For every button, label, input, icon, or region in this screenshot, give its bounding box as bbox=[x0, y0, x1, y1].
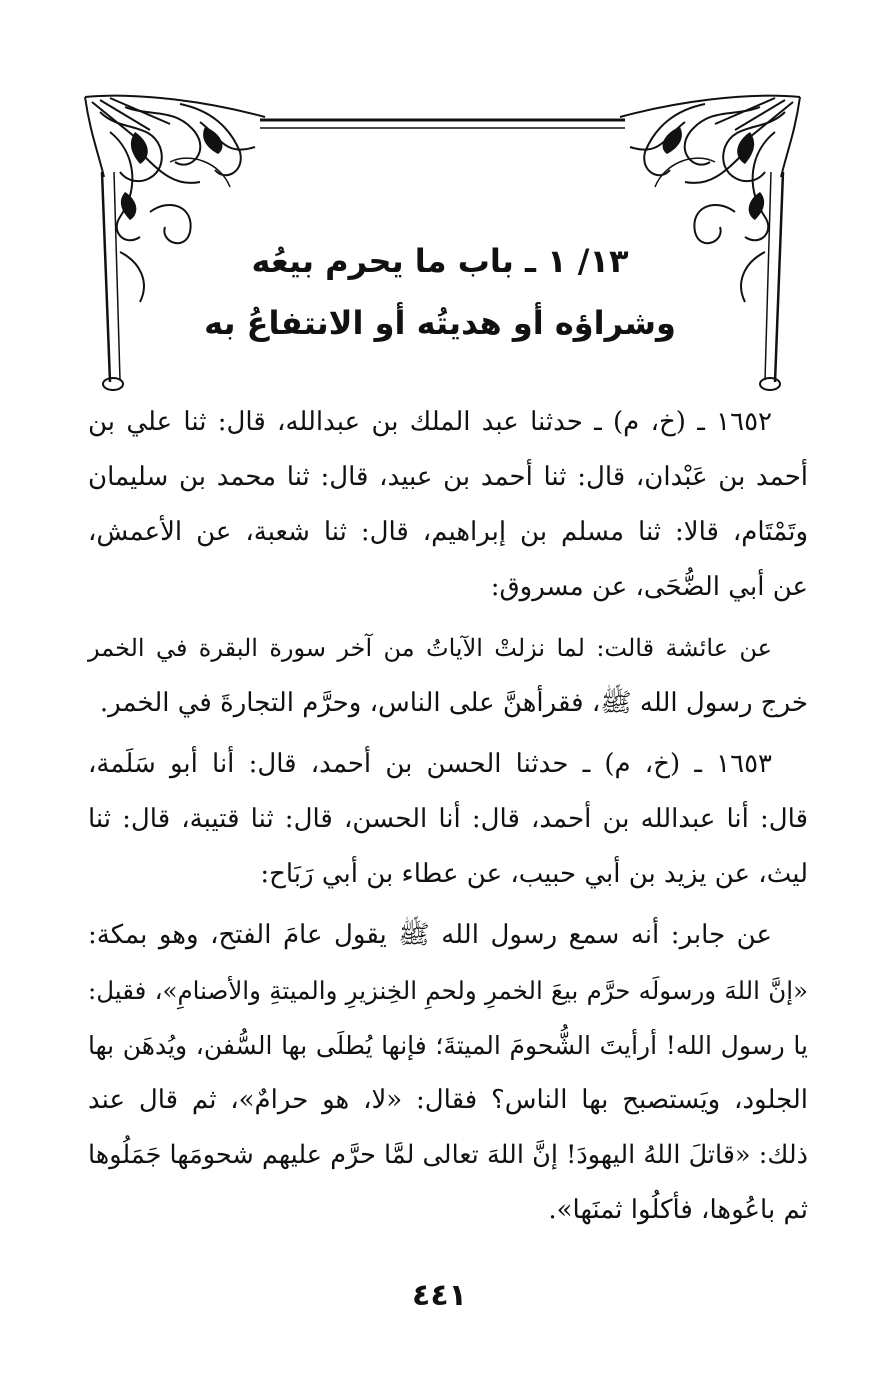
text-line: يا رسول الله! أرأيتَ الشُّحومَ الميتةَ؛ فإنها يُطلَى بها السُّفن، ويُدهَن بها bbox=[88, 1031, 808, 1060]
text-line: ذلك: «قاتلَ اللهُ اليهودَ! إنَّ اللهَ تعالى لمَّا حرَّم عليهم شحومَها جَمَلُوها bbox=[88, 1140, 808, 1170]
hadith-1653-matn bbox=[88, 908, 808, 1238]
text-line: عن عائشة قالت: لما نزلتْ الآياتُ من آخر سورة البقرة في الخمر bbox=[88, 634, 772, 662]
text-line: ١٦٥٣ ـ (خ، م) ـ حدثنا الحسن بن أحمد، قال: أنا أبو سَلَمة، bbox=[88, 749, 772, 779]
chapter-heading-line-1: ١٣/ ١ ـ باب ما يحرم بيعُه bbox=[251, 242, 629, 280]
chapter-heading bbox=[150, 230, 730, 354]
text-line: «إنَّ اللهَ ورسولَه حرَّم بيعَ الخمرِ ولحمِ الخِنزيرِ والميتةِ والأصنامِ»، فقيل: bbox=[88, 976, 808, 1005]
hadith-1653-isnad bbox=[88, 737, 808, 902]
text-line: قال: أنا عبدالله بن أحمد، قال: أنا الحسن، قال: ثنا قتيبة، قال: ثنا bbox=[88, 804, 808, 834]
text-line: عن أبي الضُّحَى، عن مسروق: bbox=[490, 572, 808, 602]
text-line: ليث، عن يزيد بن أبي حبيب، عن عطاء بن أبي رَبَاح: bbox=[260, 859, 808, 889]
hadith-1652-isnad bbox=[88, 395, 808, 615]
page-number: ٤٤١ bbox=[412, 1278, 467, 1313]
text-line: ثم باعُوها، فأكلُوا ثمنَها». bbox=[548, 1195, 808, 1225]
text-line: خرج رسول الله ﷺ، فقرأهنَّ على الناس، وحرَّم التجارةَ في الخمر. bbox=[99, 688, 808, 718]
text-line: عن جابر: أنه سمع رسول الله ﷺ يقول عامَ الفتح، وهو بمكة: bbox=[88, 920, 772, 950]
chapter-heading-line-2: وشراؤه أو هديتُه أو الانتفاعُ به bbox=[204, 304, 676, 342]
hadith-text bbox=[88, 395, 808, 1244]
hadith-1652-matn bbox=[88, 621, 808, 731]
text-line: أحمد بن عَبْدان، قال: ثنا أحمد بن عبيد، قال: ثنا محمد بن سليمان bbox=[88, 462, 808, 492]
text-line: وتَمْتَام، قالا: ثنا مسلم بن إبراهيم، قال: ثنا شعبة، عن الأعمش، bbox=[88, 517, 808, 547]
text-line: ١٦٥٢ ـ (خ، م) ـ حدثنا عبد الملك بن عبدالله، قال: ثنا علي بن bbox=[88, 407, 772, 437]
text-line: الجلود، ويَستصبح بها الناس؟ فقال: «لا، هو حرامٌ»، ثم قال عند bbox=[88, 1085, 808, 1115]
